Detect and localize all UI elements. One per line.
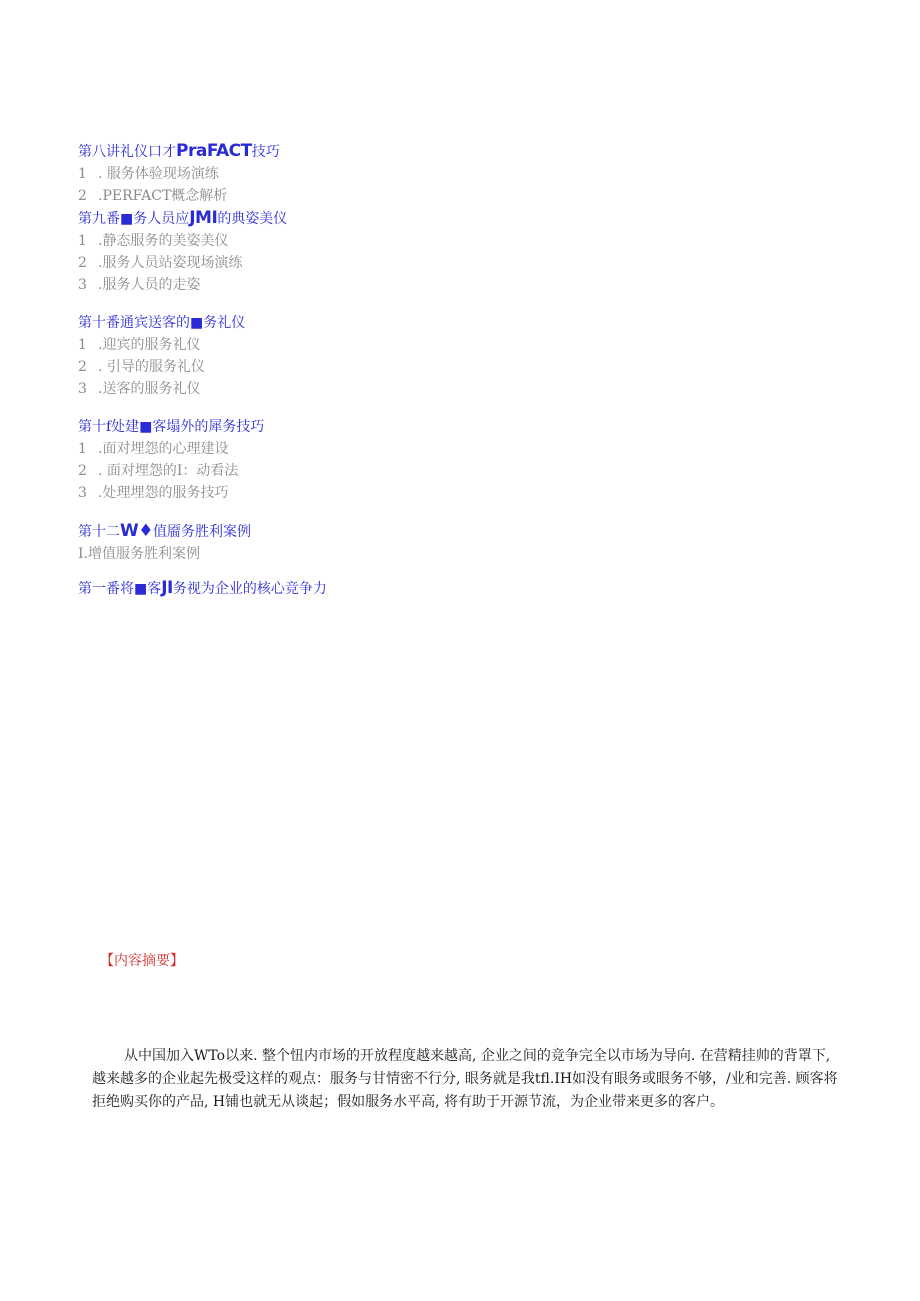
list-item: 3 .处理埋怨的服务技巧 <box>78 485 229 501</box>
list-item: 2 . 引导的服务礼仪 <box>78 359 205 375</box>
list-item: 2 .服务人员站姿现场演练 <box>78 255 243 271</box>
lecture-10 <box>78 312 718 400</box>
summary-label: 【内容摘要】 <box>100 953 184 969</box>
lecture-1 <box>78 577 718 600</box>
lecture-10-heading: 第十番通宾送客的■务礼仪 <box>78 315 246 331</box>
lecture-12 <box>78 520 718 565</box>
list-item: 2 . 面对埋怨的I：动看法 <box>78 463 239 479</box>
list-item: 1 .静态服务的美姿美仪 <box>78 233 229 249</box>
lecture-8-heading: 第八讲礼仪口才PraFACT技巧 <box>78 141 280 161</box>
lecture-12-heading: 第十二W♦值靥务胜利案例 <box>78 521 251 541</box>
list-item: 3 .服务人员的走姿 <box>78 277 201 293</box>
table-of-contents <box>78 140 718 600</box>
lecture-9-heading: 第九番■务人员应JMI的典姿美仪 <box>78 208 288 228</box>
lecture-11-heading: 第十f处建■客塌外的犀务技巧 <box>78 419 265 435</box>
lecture-1-heading: 第一番将■客JI务视为企业的核心竞争力 <box>78 578 327 598</box>
lecture-8 <box>78 140 718 207</box>
list-item: 2 .PERFACT概念解析 <box>78 188 228 204</box>
list-item: I.增值服务胜利案例 <box>78 546 200 562</box>
lecture-9 <box>78 207 718 296</box>
list-item: 3 .送客的服务礼仪 <box>78 381 201 397</box>
list-item: 1 .面对埋怨的心理建设 <box>78 441 229 457</box>
list-item: 1 .迎宾的服务礼仪 <box>78 337 201 353</box>
summary-paragraph: 从中国加入WTo以来. 整个忸内市场的开放程度越来越高, 企业之间的竞争完全以市场为导向. 在营精挂帅的背罩下, 越来越多的企业起先极受这样的观点：服务与甘情密不行分, 眼务就是我tfl.IH如没有眼务或眼务不够，/业和完善. 顾客将拒绝购买你的产品, H铺也就无从谈起；假如服务水平高, 将有助于开源节流，为企业带来更多的客户。 <box>92 1048 838 1110</box>
lecture-11 <box>78 416 718 504</box>
list-item: 1 . 服务体验现场演练 <box>78 166 219 182</box>
